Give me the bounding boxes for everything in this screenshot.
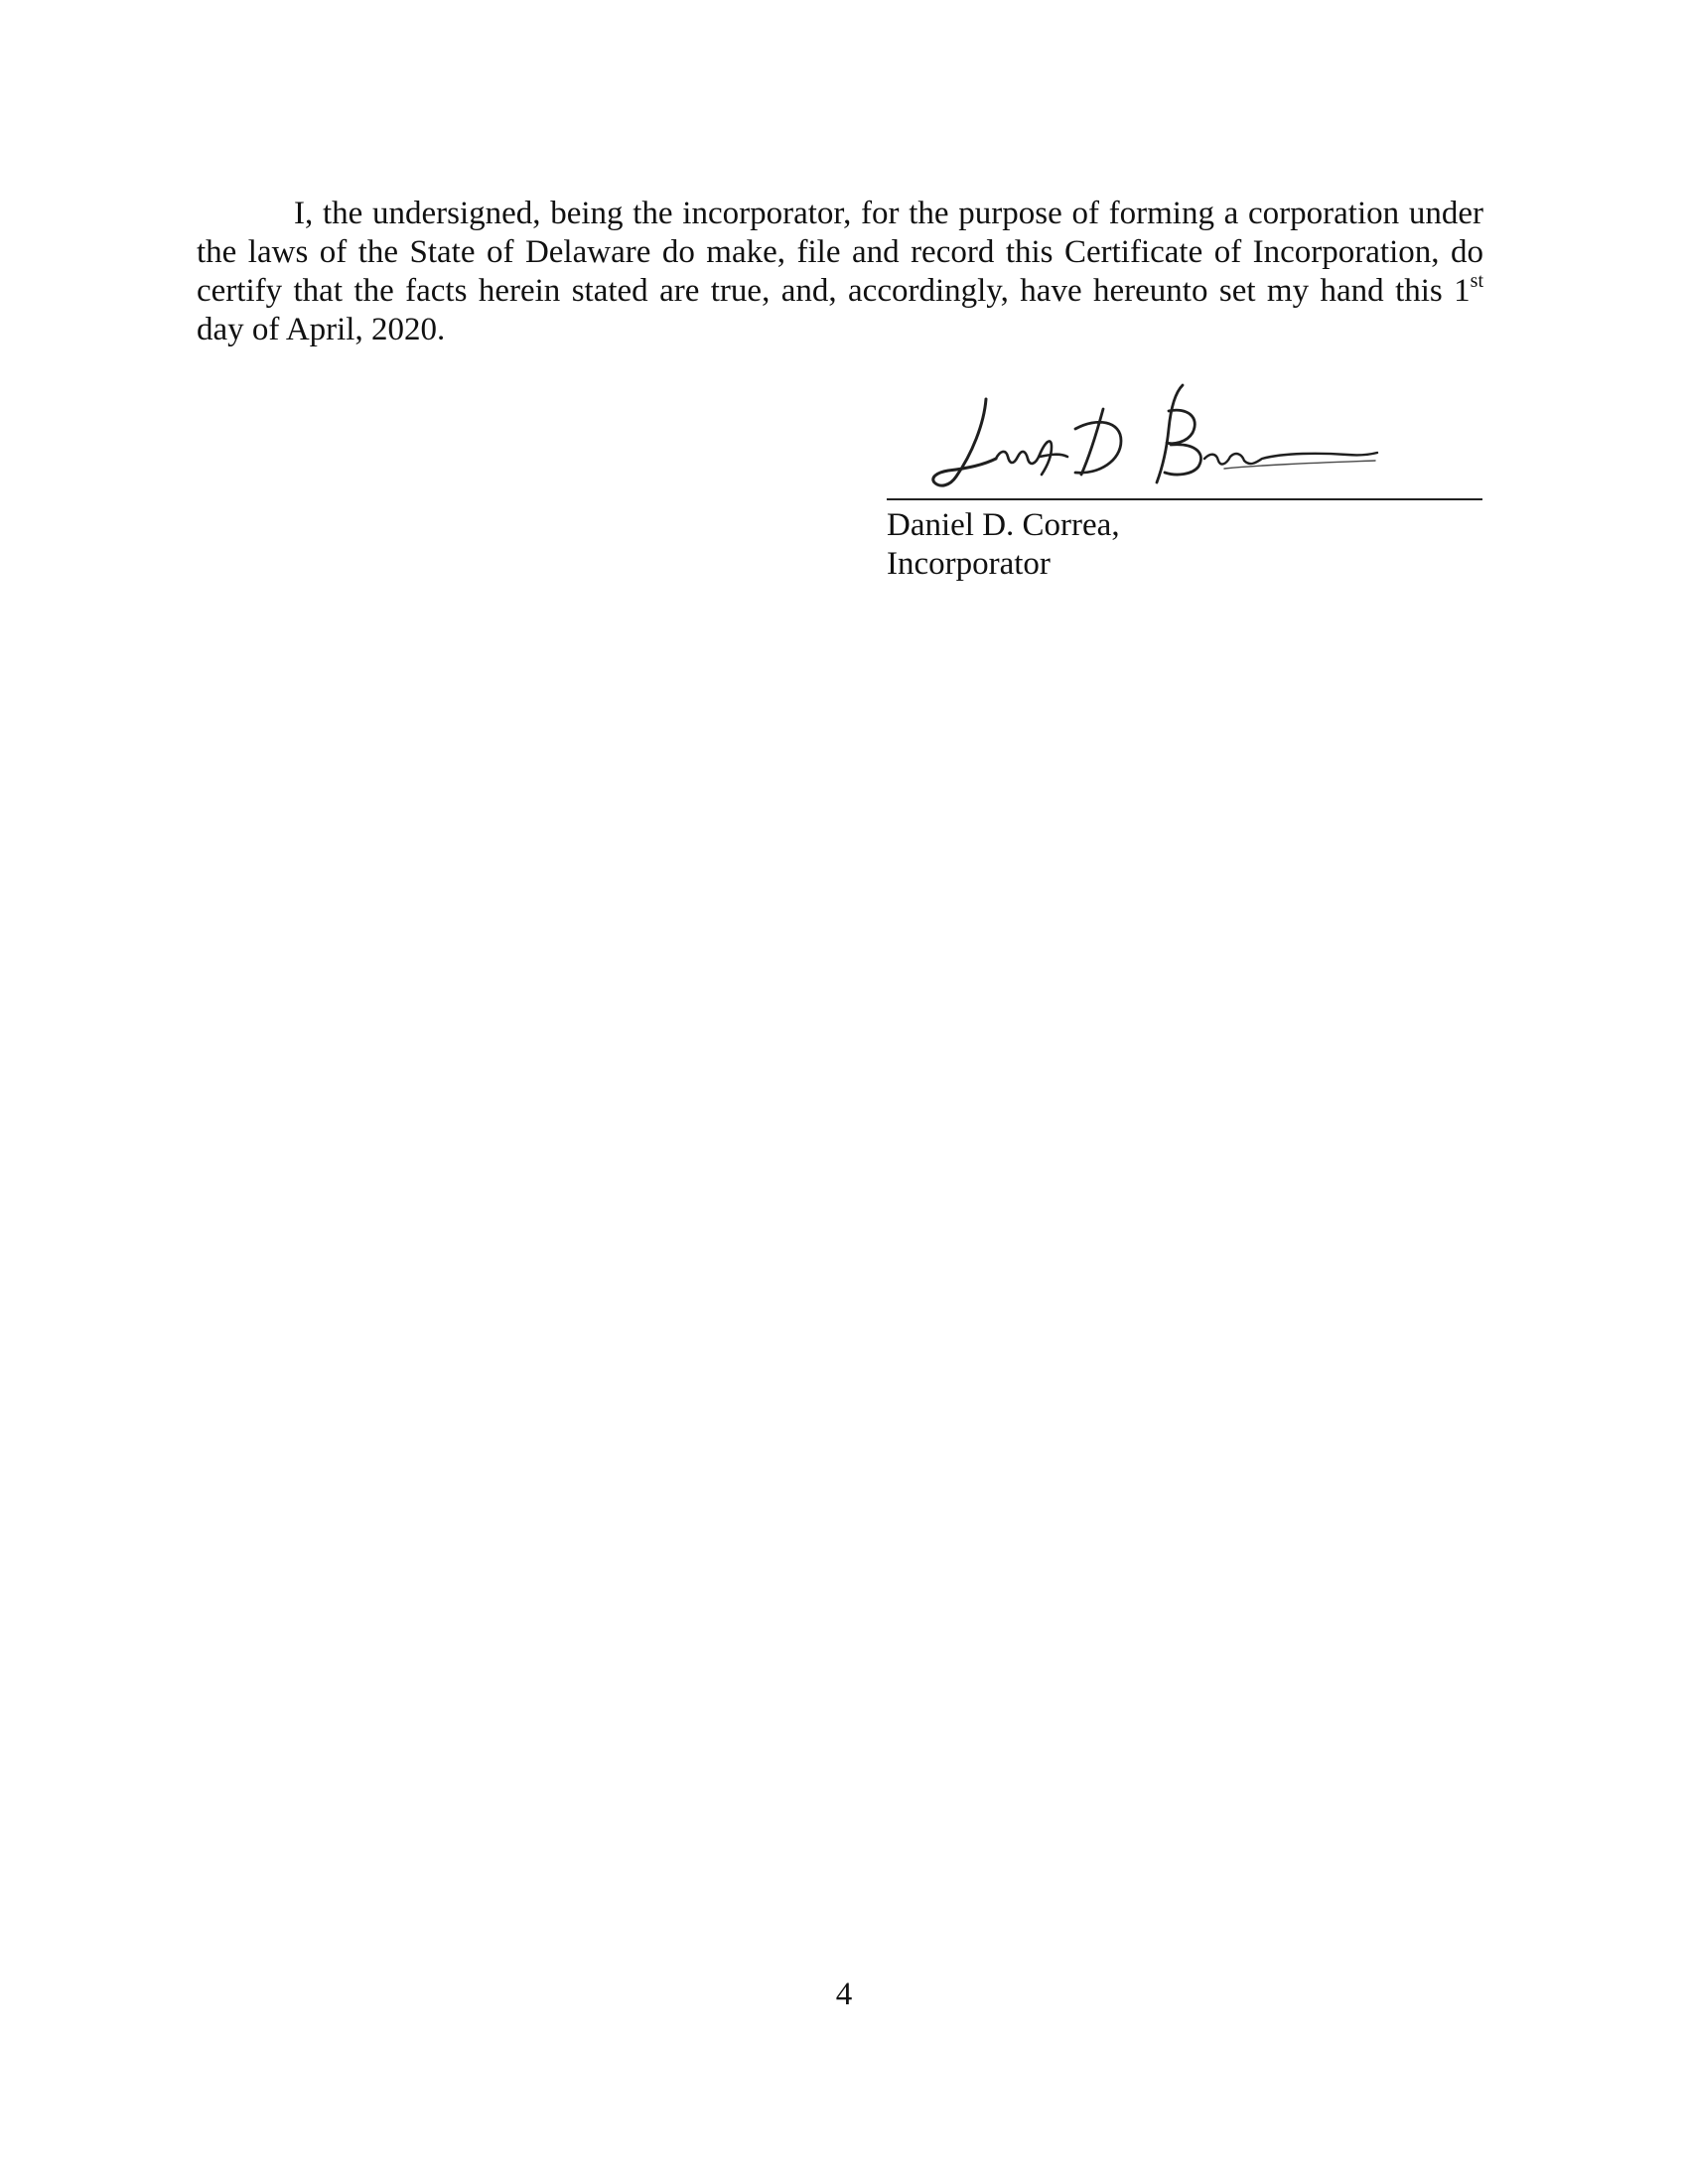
signer-title: Incorporator bbox=[887, 546, 1051, 582]
ordinal-suffix: st bbox=[1470, 270, 1483, 292]
signer-name: Daniel D. Correa, bbox=[887, 507, 1120, 543]
paragraph-text: I, the undersigned, being the incorporator, for the purpose of forming a corporation under the laws of the State of Delaware do make, file and record this Certificate of Incorporation, do certify that the facts herein stated are true, and, accordingly, have hereunto set my hand this 1 bbox=[197, 196, 1483, 309]
page-number: 4 bbox=[835, 1977, 853, 2012]
certification-paragraph bbox=[197, 195, 1483, 349]
paragraph-text-end: day of April, 2020. bbox=[197, 312, 446, 347]
handwritten-signature bbox=[926, 379, 1383, 500]
signature-line bbox=[887, 498, 1482, 500]
